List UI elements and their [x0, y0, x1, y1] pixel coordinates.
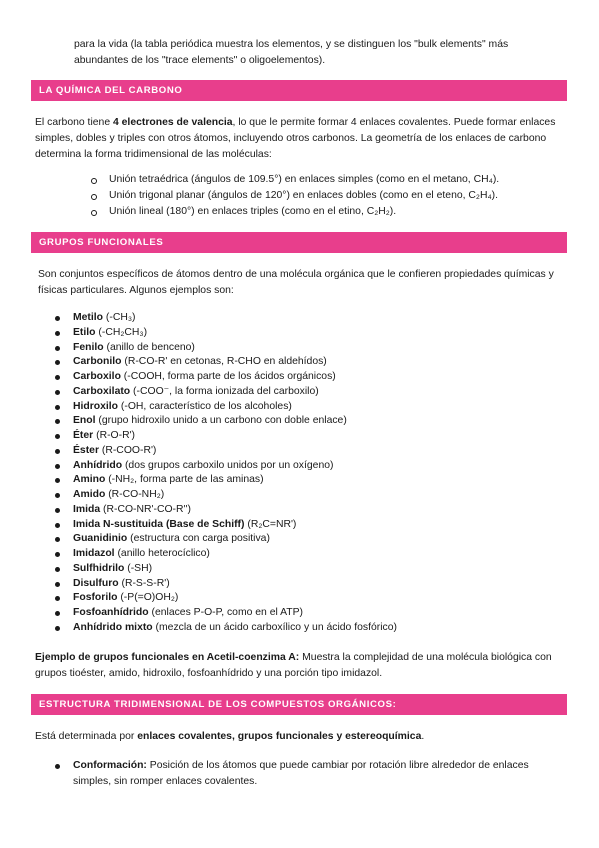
list-item: Unión tetraédrica (ángulos de 109.5°) en enlaces simples (como en el metano, CH₄). — [91, 172, 551, 188]
conformation-bold: Conformación: — [73, 760, 147, 771]
list-item — [54, 311, 554, 326]
list-item — [54, 370, 554, 385]
group-description: (R-O-R') — [93, 430, 136, 441]
list-item — [54, 503, 554, 518]
group-description: (-NH₂, forma parte de las aminas) — [105, 474, 264, 486]
group-name: Anhídrido — [73, 459, 123, 471]
group-name: Carboxilato — [73, 385, 131, 397]
carbon-paragraph-pre: El carbono tiene — [35, 117, 113, 128]
structure-paragraph-pre: Está determinada por — [35, 731, 138, 742]
group-name: Carbonilo — [73, 356, 122, 368]
intro-paragraph — [74, 37, 554, 68]
bond-geometry-list — [91, 172, 551, 220]
group-description: (R-CO-NH₂) — [105, 489, 165, 500]
conformation-list — [54, 758, 559, 790]
group-name: Metilo — [73, 312, 104, 323]
group-description: (estructura con carga positiva) — [127, 533, 270, 545]
list-item: Unión lineal (180°) en enlaces triples (como en el etino, C₂H₂). — [91, 204, 551, 220]
list-item — [54, 606, 554, 621]
list-item — [54, 473, 554, 488]
group-name: Enol — [73, 415, 96, 427]
intro-line-2: abundantes de los "trace elements" o oligoelementos). — [74, 54, 326, 66]
group-name: Etilo — [73, 326, 96, 338]
group-description: (-COOH, forma parte de los ácidos orgánicos) — [120, 371, 336, 382]
conformation-text: Posición de los átomos que puede cambiar por rotación libre alrededor de enlaces simples, sin romper enlaces covalentes. — [73, 760, 529, 787]
list-item: Unión trigonal planar (ángulos de 120°) en enlaces dobles (como en el eteno, C₂H₄). — [91, 188, 551, 204]
functional-groups-list — [54, 311, 554, 636]
list-item — [54, 591, 554, 606]
intro-line-1: para la vida (la tabla periódica muestra los elementos, y se distinguen los "bulk elements" más — [74, 39, 509, 50]
group-description: (-CH₃) — [103, 312, 136, 323]
list-item — [54, 414, 554, 429]
group-description: (dos grupos carboxilo unidos por un oxígeno) — [122, 459, 334, 471]
group-name: Guanidinio — [73, 533, 128, 545]
group-description: (anillo heterocíclico) — [114, 548, 210, 559]
group-description: (-COO⁻, la forma ionizada del carboxilo) — [130, 385, 319, 397]
group-description: (R-CO-R' en cetonas, R-CHO en aldehídos) — [121, 356, 327, 368]
group-name: Fosfoanhídrido — [73, 607, 149, 618]
acetyl-coa-text: Muestra la complejidad de una molécula biológica con grupos tioéster, amido, hidroxilo, fosfoanhídrido y una porción tipo imidazol. — [35, 652, 552, 679]
structure-paragraph-bold: enlaces covalentes, grupos funcionales y estereoquímica — [137, 731, 422, 742]
group-name: Hidroxilo — [73, 400, 119, 412]
group-name: Sulfhidrilo — [73, 562, 125, 574]
group-description: (R₂C=NR') — [244, 518, 297, 530]
list-item — [54, 326, 554, 341]
group-description: (R-CO-NR'-CO-R'') — [100, 503, 191, 515]
group-description: (R-S-S-R') — [118, 577, 170, 589]
group-name: Éster — [73, 444, 99, 456]
list-item — [54, 518, 554, 533]
group-description: (-SH) — [124, 562, 153, 574]
carbon-paragraph-bold: 4 electrones de valencia — [112, 117, 233, 128]
group-description: (R-COO-R') — [99, 444, 157, 456]
group-description: (mezcla de un ácido carboxílico y un ácido fosfórico) — [152, 621, 397, 633]
group-name: Imidazol — [73, 548, 115, 559]
carbon-paragraph — [35, 115, 563, 163]
group-name: Fenilo — [73, 341, 104, 353]
list-item — [54, 577, 554, 592]
list-item — [54, 758, 559, 790]
list-item — [54, 429, 554, 444]
list-item — [54, 532, 554, 547]
group-description: (grupo hidroxilo unido a un carbono con doble enlace) — [95, 415, 347, 427]
list-item — [54, 547, 554, 562]
section-header-functional-groups: GRUPOS FUNCIONALES — [31, 232, 567, 253]
group-description: (-P(=O)OH₂) — [117, 592, 179, 604]
group-description: (anillo de benceno) — [103, 341, 195, 353]
group-name: Imida N-sustituida (Base de Schiff) — [73, 518, 245, 530]
list-item — [54, 459, 554, 474]
group-description: (-CH₂CH₃) — [95, 326, 148, 338]
group-name: Anhídrido mixto — [73, 621, 153, 633]
acetyl-coa-paragraph — [35, 650, 563, 682]
list-item — [54, 385, 554, 400]
list-item — [54, 562, 554, 577]
list-item — [54, 400, 554, 415]
acetyl-coa-bold: Ejemplo de grupos funcionales en Acetil-coenzima A: — [35, 652, 300, 663]
list-item — [54, 488, 554, 503]
group-description: (enlaces P-O-P, como en el ATP) — [148, 607, 304, 618]
list-item — [54, 341, 554, 356]
group-name: Éter — [73, 430, 94, 441]
group-description: (-OH, característico de los alcoholes) — [118, 400, 292, 412]
group-name: Amido — [73, 489, 106, 500]
structure-paragraph — [35, 729, 563, 745]
group-name: Carboxilo — [73, 371, 121, 382]
group-name: Fosforilo — [73, 592, 118, 604]
list-item — [54, 444, 554, 459]
section-header-3d-structure: ESTRUCTURA TRIDIMENSIONAL DE LOS COMPUESTOS ORGÁNICOS: — [31, 694, 567, 715]
list-item — [54, 621, 554, 636]
group-name: Amino — [73, 474, 106, 486]
list-item — [54, 355, 554, 370]
structure-paragraph-post: . — [421, 731, 425, 742]
section-header-carbon: LA QUÍMICA DEL CARBONO — [31, 80, 567, 101]
group-name: Disulfuro — [73, 577, 119, 589]
group-name: Imida — [73, 503, 101, 515]
functional-groups-intro: Son conjuntos específicos de átomos dentro de una molécula orgánica que le confieren propiedades químicas y físicas particulares. Algunos ejemplos son: — [38, 269, 554, 296]
carbon-paragraph-post: , lo que le permite formar 4 enlaces covalentes. Puede formar enlaces simples, dobles y triples con otros átomos, incluyendo otros carbonos. La geometría de los enlaces de carbono determina la forma tridimensional de las moléculas: — [35, 117, 556, 160]
